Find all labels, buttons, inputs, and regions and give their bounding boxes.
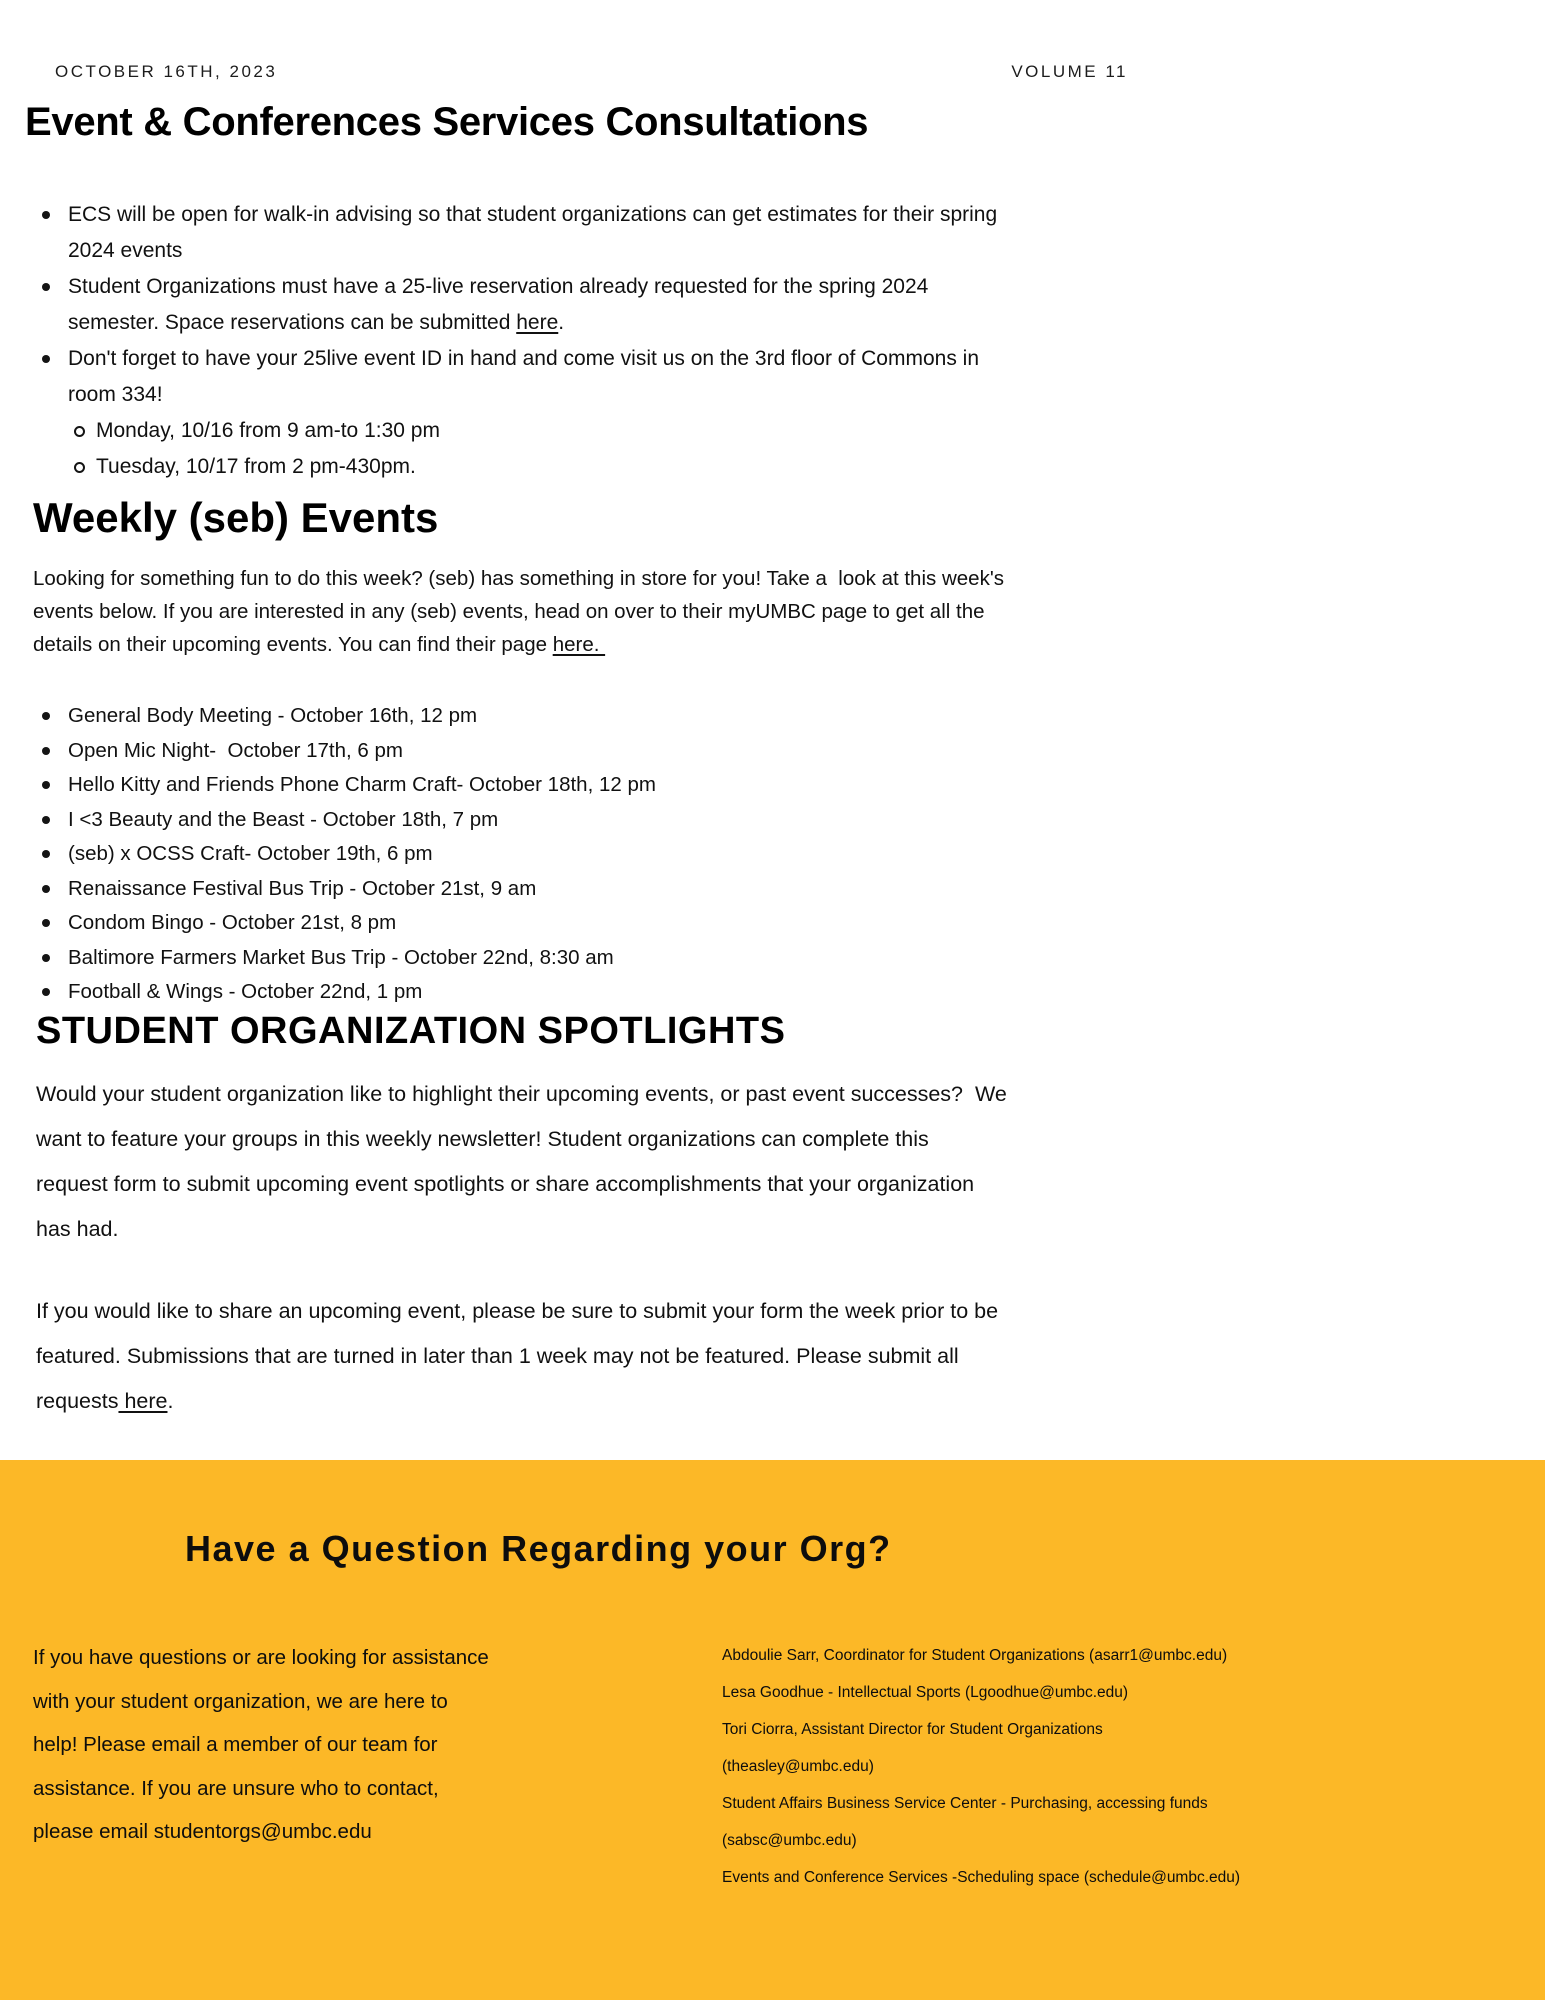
text-line: Renaissance Festival Bus Trip - October 21st, 9 am [68, 876, 537, 900]
contact-line: (theasley@umbc.edu) [722, 1758, 874, 1775]
text-line: Football & Wings - October 22nd, 1 pm [68, 980, 423, 1003]
text-line: If you have questions or are looking for assistance [33, 1646, 489, 1669]
text-line: help! Please email a member of our team for [33, 1733, 438, 1756]
text-line: 2024 events [68, 239, 183, 262]
contact-line: Events and Conference Services -Scheduling space (schedule@umbc.edu) [722, 1869, 1241, 1886]
text-line: ECS will be open for walk-in advising so that student organizations can get estimates for their spring [68, 203, 998, 226]
contact-line: Student Affairs Business Service Center - Purchasing, accessing funds [722, 1795, 1208, 1812]
text-line: has had. [36, 1217, 119, 1241]
volume-label: VOLUME 11 [1011, 62, 1128, 81]
submit-request-here-link[interactable]: here [118, 1389, 168, 1413]
event-list-item [25, 734, 1175, 769]
text-line: Looking for something fun to do this week? (seb) has something in store for you! Take a look at this week's [33, 567, 1004, 590]
text-segment: semester. Space reservations can be submitted [68, 311, 517, 334]
text-line: Condom Bingo - October 21st, 8 pm [68, 911, 397, 934]
contact-line: (sabsc@umbc.edu) [722, 1832, 857, 1849]
list-item [25, 269, 1175, 341]
seb-events-list [25, 699, 1175, 1010]
text-line: Monday, 10/16 from 9 am-to 1:30 pm [96, 419, 440, 442]
text-line: with your student organization, we are here to [33, 1689, 448, 1713]
text-segment: requests [36, 1389, 119, 1413]
text-line: Open Mic Night- October 17th, 6 pm [68, 738, 403, 762]
text-line: Hello Kitty and Friends Phone Charm Craft- October 18th, 12 pm [68, 773, 656, 796]
footer-title: Have a Question Regarding your Org? [185, 1528, 892, 1569]
footer-help-paragraph [33, 1636, 593, 1854]
event-list-item [25, 699, 1175, 734]
event-list-item [25, 803, 1175, 838]
text-line: Would your student organization like to highlight their upcoming events, or past event successes? We [36, 1082, 1007, 1106]
text-line: Student Organizations must have a 25-live reservation already requested for the spring 2024 [68, 275, 929, 298]
text-line: (seb) x OCSS Craft- October 19th, 6 pm [68, 842, 433, 865]
event-list-item [25, 768, 1175, 803]
seb-page-here-link[interactable]: here. [552, 633, 606, 656]
event-list-item [25, 975, 1175, 1010]
spotlights-section-title: STUDENT ORGANIZATION SPOTLIGHTS [36, 1010, 786, 1052]
event-list-item [25, 837, 1175, 872]
text-line: request form to submit upcoming event spotlights or share accomplishments that your organization [36, 1172, 975, 1196]
contact-line: Lesa Goodhue - Intellectual Sports (Lgoodhue@umbc.edu) [722, 1684, 1129, 1701]
text-line: assistance. If you are unsure who to contact, [33, 1776, 439, 1800]
list-item [25, 341, 1175, 413]
seb-section-title: Weekly (seb) Events [33, 494, 439, 541]
footer-contact-list [722, 1637, 1242, 1896]
masthead [55, 62, 1128, 82]
event-list-item [25, 906, 1175, 941]
ecs-section-title: Event & Conferences Services Consultations [25, 100, 869, 144]
text-line: events below. If you are interested in any (seb) events, head on over to their myUMBC page to get all the [33, 600, 985, 623]
text-segment: . [167, 1389, 174, 1413]
text-line: want to feature your groups in this weekly newsletter! Student organizations can complete this [36, 1127, 929, 1151]
contact-line: Abdoulie Sarr, Coordinator for Student Organizations (asarr1@umbc.edu) [722, 1647, 1228, 1664]
text-line: Tuesday, 10/17 from 2 pm-430pm. [96, 455, 416, 478]
text-line [68, 305, 1175, 341]
event-list-item [25, 872, 1175, 907]
footer-panel [0, 1460, 1545, 2000]
text-segment: details on their upcoming events. You can find their page [33, 633, 553, 656]
sub-list-item [25, 413, 1175, 449]
spotlights-paragraph-2 [36, 1289, 1206, 1424]
issue-date: OCTOBER 16TH, 2023 [55, 62, 278, 81]
list-item [25, 197, 1175, 269]
text-line: General Body Meeting - October 16th, 12 pm [68, 704, 478, 727]
text-line: featured. Submissions that are turned in later than 1 week may not be featured. Please submit all [36, 1344, 959, 1368]
text-line: I <3 Beauty and the Beast - October 18th, 7 pm [68, 807, 499, 831]
text-line [33, 628, 1193, 661]
ecs-bullet-list [25, 197, 1175, 485]
text-line: room 334! [68, 383, 163, 406]
spotlights-paragraph-1 [36, 1072, 1206, 1252]
text-line [36, 1379, 1206, 1424]
text-line: Baltimore Farmers Market Bus Trip - October 22nd, 8:30 am [68, 945, 614, 969]
space-reservation-here-link[interactable]: here [516, 311, 559, 334]
text-line: If you would like to share an upcoming event, please be sure to submit your form the week prior to be [36, 1299, 999, 1323]
seb-intro-paragraph [33, 562, 1193, 661]
sub-list-item [25, 449, 1175, 485]
event-list-item [25, 941, 1175, 976]
contact-line: Tori Ciorra, Assistant Director for Student Organizations [722, 1721, 1103, 1738]
text-line: please email studentorgs@umbc.edu [33, 1820, 372, 1843]
text-line: Don't forget to have your 25live event ID in hand and come visit us on the 3rd floor of Commons in [68, 347, 979, 370]
text-segment: . [558, 311, 565, 334]
